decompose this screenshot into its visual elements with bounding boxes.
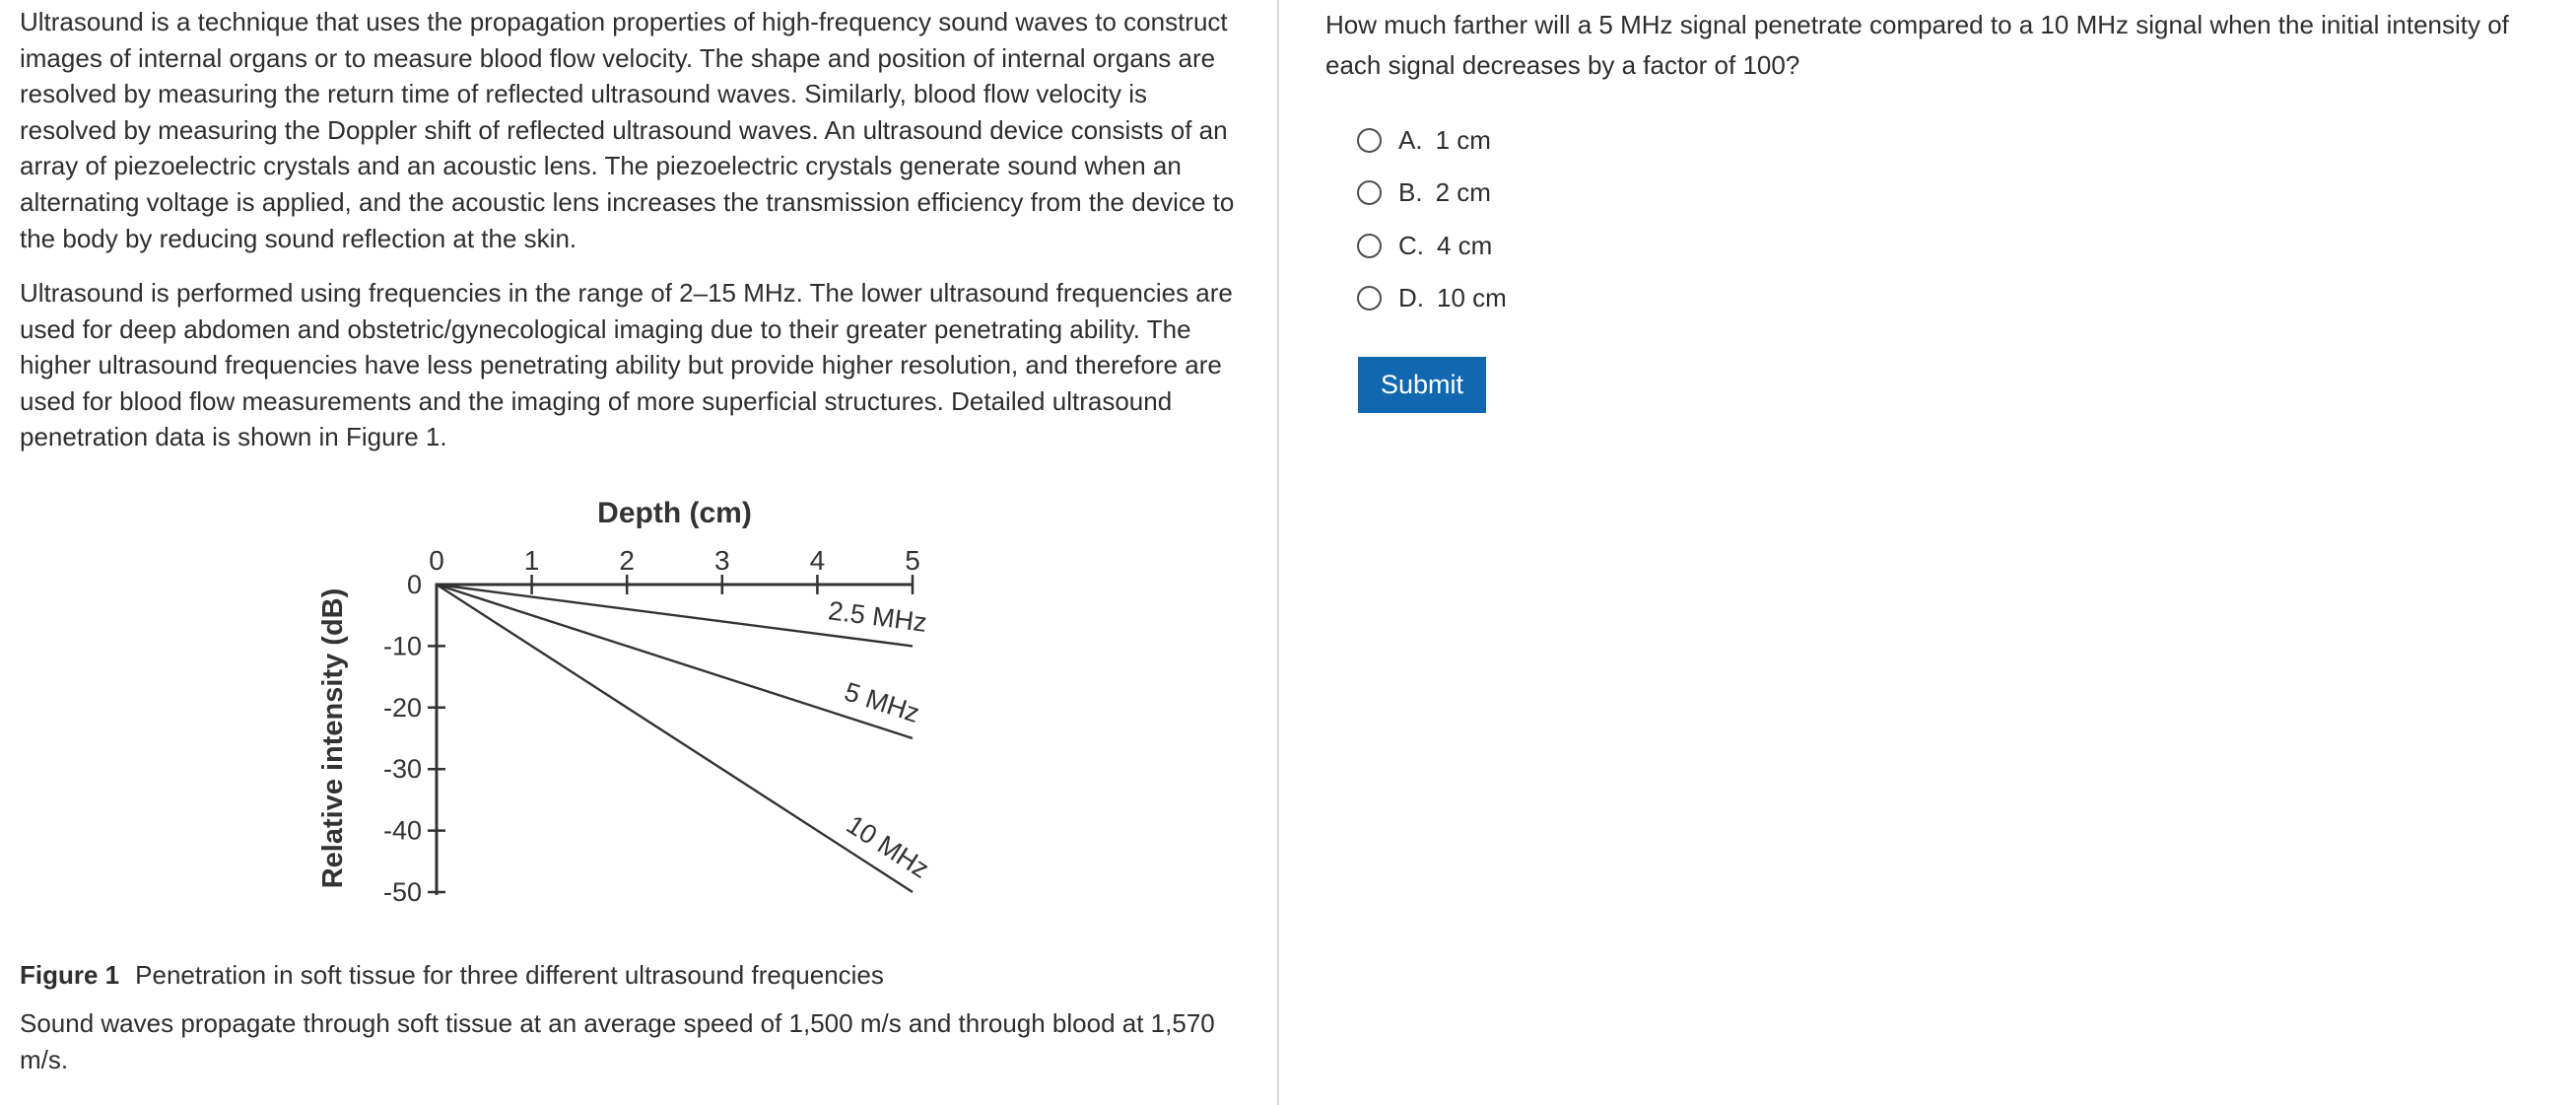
figure-caption-text: Penetration in soft tissue for three different ultrasound frequencies <box>135 960 884 990</box>
option-letter: B. <box>1398 177 1423 207</box>
answer-options <box>1357 126 1507 337</box>
svg-text:0: 0 <box>406 570 422 599</box>
answer-option[interactable] <box>1357 179 1507 207</box>
question-panel <box>1325 0 2576 1105</box>
option-letter: D. <box>1398 283 1424 312</box>
passage-paragraph-2: Ultrasound is performed using frequencies in the range of 2–15 MHz. The lower ultrasound frequencies are used for deep abdomen and obstetric/gynecological imaging due to their greater penetrating ability. The higher ultrasound frequencies have less penetrating ability but provide higher resolution, and therefore are used for blood flow measurements and the imaging of more superficial structures. Detailed ultrasound penetration data is shown in Figure 1. <box>20 278 1233 452</box>
svg-text:2: 2 <box>619 545 635 576</box>
submit-button[interactable]: Submit <box>1358 357 1486 413</box>
radio-button-icon[interactable] <box>1357 128 1382 153</box>
svg-text:0: 0 <box>429 545 444 576</box>
y-axis-title: Relative intensity (dB) <box>317 587 349 889</box>
figure-caption <box>20 957 884 994</box>
passage-paragraph-3: Sound waves propagate through soft tissue at an average speed of 1,500 m/s and through blood at 1,570 m/s. <box>20 1008 1215 1074</box>
option-text: 10 cm <box>1437 283 1507 312</box>
answer-option[interactable] <box>1357 232 1507 259</box>
option-text: 1 cm <box>1435 124 1491 155</box>
svg-text:-40: -40 <box>382 815 422 846</box>
option-letter: C. <box>1398 230 1424 260</box>
series-label: 2.5 MHz <box>826 595 929 638</box>
option-text: 2 cm <box>1435 177 1491 207</box>
x-axis-title: Depth (cm) <box>597 497 752 529</box>
svg-text:5: 5 <box>905 545 920 576</box>
passage-panel <box>0 0 1277 1105</box>
answer-option[interactable] <box>1357 285 1507 312</box>
radio-button-icon[interactable] <box>1357 180 1382 205</box>
penetration-depth-chart <box>296 488 966 946</box>
answer-option[interactable] <box>1357 126 1507 154</box>
question-text: How much farther will a 5 MHz signal penetrate compared to a 10 MHz signal when the initial intensity of each signal decreases by a factor of 100? <box>1325 10 2509 80</box>
series-line-10-mhz <box>437 585 913 892</box>
svg-text:-20: -20 <box>382 692 422 723</box>
svg-text:1: 1 <box>523 545 540 576</box>
svg-text:-30: -30 <box>382 754 422 785</box>
svg-text:4: 4 <box>809 545 826 576</box>
figure-label: Figure 1 <box>20 960 120 990</box>
svg-text:-10: -10 <box>382 631 422 661</box>
radio-button-icon[interactable] <box>1357 234 1382 258</box>
passage-paragraph-1: Ultrasound is a technique that uses the propagation properties of high-frequency sound waves to construct images of internal organs or to measure blood flow velocity. The shape and position of internal organs are resolved by measuring the return time of reflected ultrasound waves. Similarly, blood flow velocity is resolved by measuring the Doppler shift of reflected ultrasound waves. An ultrasound device consists of an array of piezoelectric crystals and an acoustic lens. The piezoelectric crystals generate sound when an alternating voltage is applied, and the acoustic lens increases the transmission efficiency from the device to the body by reducing sound reflection at the skin. <box>20 7 1235 253</box>
option-letter: A. <box>1398 124 1423 155</box>
radio-button-icon[interactable] <box>1357 286 1382 311</box>
svg-text:-50: -50 <box>382 877 422 907</box>
svg-text:3: 3 <box>714 545 730 576</box>
series-label: 10 MHz <box>841 809 935 884</box>
panel-divider <box>1277 0 1279 1105</box>
series-label: 5 MHz <box>841 676 923 728</box>
figure-1 <box>296 488 966 946</box>
option-text: 4 cm <box>1437 230 1493 260</box>
